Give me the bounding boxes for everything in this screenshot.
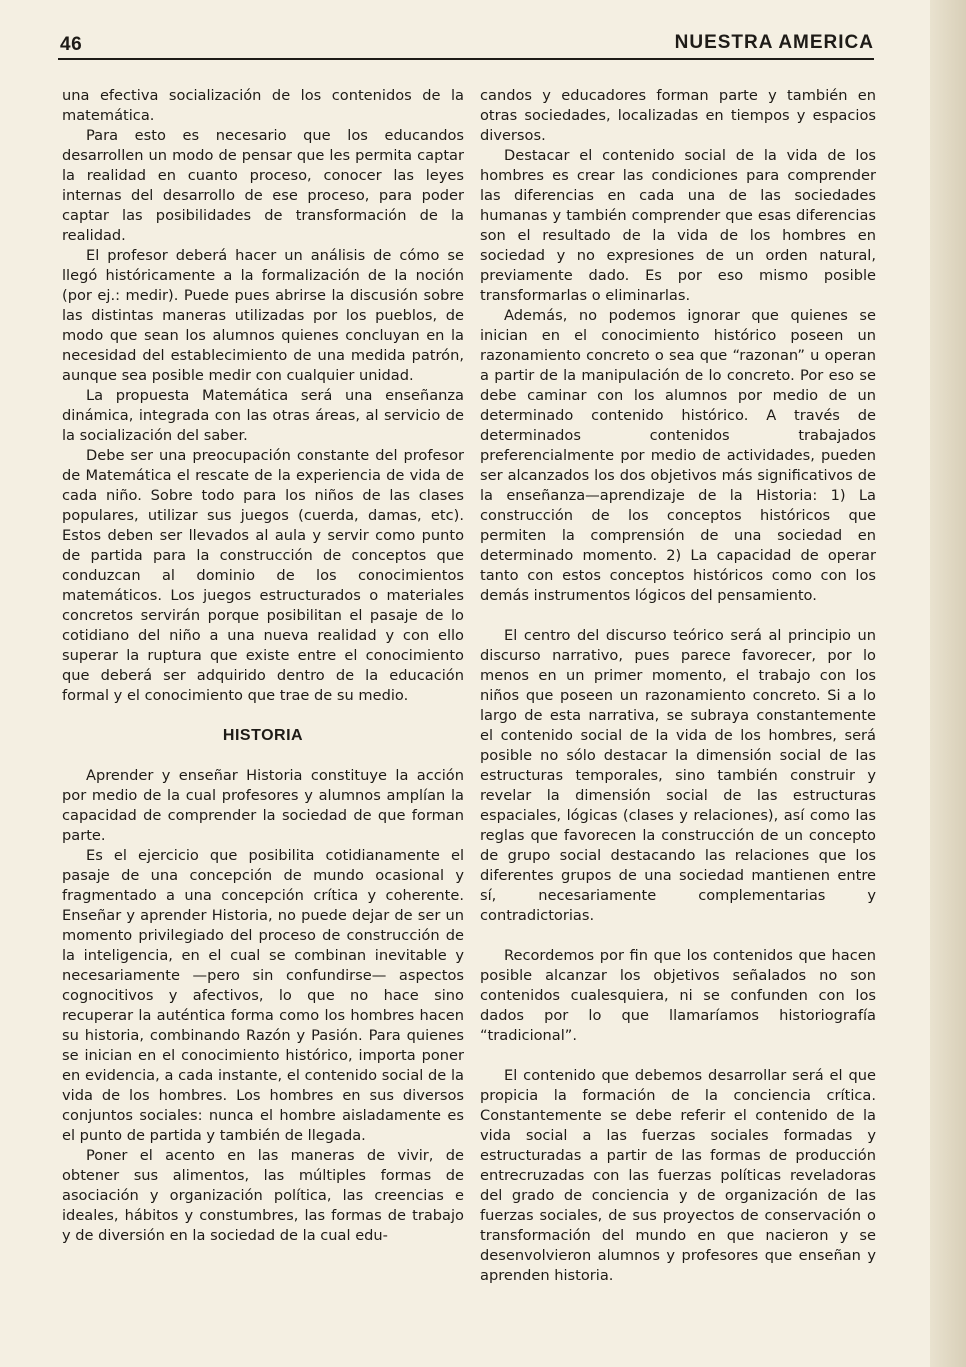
paragraph: candos y educadores forman parte y también en otras sociedades, localizadas en tiempos y espacios diversos. — [480, 87, 876, 144]
left-column — [62, 86, 464, 1246]
paragraph: una efectiva socialización de los contenidos de la matemática. — [62, 87, 464, 124]
paragraph: Recordemos por fin que los contenidos que hacen posible alcanzar los objetivos señalados no son contenidos cualesquiera, ni se confunden con los dados por lo que llamaríamos historiografía “tradicional”. — [480, 947, 876, 1044]
page-number: 46 — [60, 34, 83, 55]
paragraph: Debe ser una preocupación constante del profesor de Matemática el rescate de la experiencia de vida de cada niño. Sobre todo para los niños de las clases populares, utilizar sus juegos (cuerda, damas, etc). Estos deben ser llevados al aula y servir como punto de partida para la construcción de conceptos que conduzcan al dominio de los conocimientos matemáticos. Los juegos estructurados o materiales concretos servirán porque posibilitan el pasaje de lo cotidiano del niño a una nueva realidad y con ello superar la ruptura que existe entre el conocimiento que deberá ser adquirido dentro de la educación formal y el conocimiento que trae de su medio. — [62, 447, 464, 704]
running-title: NUESTRA AMERICA — [674, 32, 874, 53]
paragraph: Poner el acento en las maneras de vivir, de obtener sus alimentos, las múltiples formas de asociación y organización política, las creencias e ideales, hábitos y constumbres, las formas de trabajo y de diversión en la sociedad de la cual edu- — [62, 1147, 464, 1244]
paragraph: Además, no podemos ignorar que quienes se inician en el conocimiento histórico poseen un razonamiento concreto o sea que “razonan” u operan a partir de la manipulación de lo concreto. Por eso se debe caminar con los alumnos por medio de un determinado contenido histórico. A través de determinados contenidos trabajados preferencialmente por medio de actividades, pueden ser alcanzados los dos objetivos más significativos de la enseñanza—aprendizaje de la Historia: 1) La construcción de los conceptos históricos que permiten la comprensión de una sociedad en determinado momento. 2) La capacidad de operar tanto con estos conceptos históricos como con los demás instrumentos lógicos del pensamiento. — [480, 307, 876, 604]
paragraph: Para esto es necesario que los educandos desarrollen un modo de pensar que les permita captar la realidad en cuanto proceso, conocer las leyes internas del desarrollo de ese proceso, para poder captar las posibilidades de transformación de la realidad. — [62, 127, 464, 244]
paragraph: El contenido que debemos desarrollar será el que propicia la formación de la conciencia crítica. Constantemente se debe referir el contenido de la vida social a las fuerzas sociales formadas y estructuradas a partir de las formas de producción entrecruzadas con las fuerzas políticas reveladoras del grado de conciencia y de organización de las fuerzas sociales, de sus proyectos de conservación o transformación del mundo en que nacieron y se desenvolvieron alumnos y profesores que enseñan y aprenden historia. — [480, 1067, 876, 1284]
paragraph: Aprender y enseñar Historia constituye la acción por medio de la cual profesores y alumnos amplían la capacidad de comprender la sociedad de que forman parte. — [62, 767, 464, 844]
section-heading-historia: HISTORIA — [222, 727, 304, 744]
page-edge-shadow — [930, 0, 966, 1367]
right-column — [480, 86, 876, 1286]
paragraph: La propuesta Matemática será una enseñanza dinámica, integrada con las otras áreas, al servicio de la socialización del saber. — [62, 387, 464, 444]
paragraph: Destacar el contenido social de la vida de los hombres es crear las condiciones para comprender las diferencias en cada una de las sociedades humanas y también comprender que esas diferencias son el resultado de la vida de los hombres en sociedad y no expresiones de un orden natural, previamente dado. Es por eso mismo posible transformarlas o eliminarlas. — [480, 147, 876, 304]
paragraph: El profesor deberá hacer un análisis de cómo se llegó históricamente a la formalización de la noción (por ej.: medir). Puede pues abrirse la discusión sobre las distintas maneras utilizadas por los pueblos, de modo que sean los alumnos quienes concluyan en la necesidad del establecimiento de una medida patrón, aunque sea posible medir con cualquier unidad. — [62, 247, 464, 384]
paragraph: Es el ejercicio que posibilita cotidianamente el pasaje de una concepción de mundo ocasional y fragmentado a una concepción crítica y coherente. Enseñar y aprender Historia, no puede dejar de ser un momento privilegiado del proceso de construcción de la inteligencia, en el cual se combinan inevitable y necesariamente —pero sin confundirse— aspectos cognocitivos y afectivos, lo que no hace sino recuperar la auténtica forma como los hombres hacen su historia, combinando Razón y Pasión. Para quienes se inician en el conocimiento histórico, importa poner en evidencia, a cada instante, el contenido social de la vida de los hombres. Los hombres en sus diversos conjuntos sociales: nunca el hombre aisladamente es el punto de partida y también de llegada. — [62, 847, 464, 1144]
page-header — [58, 32, 874, 60]
paragraph: El centro del discurso teórico será al principio un discurso narrativo, pues parece favorecer, por lo menos en un primer momento, el trabajo con los niños que poseen un razonamiento concreto. Si a lo largo de esta narrativa, se subraya constantemente el contenido social de la vida de los hombres, será posible no sólo destacar la dimensión social de las estructuras temporales, sino también construir y revelar la dimensión social de las estructuras espaciales, lógicas (clases y relaciones), así como las reglas que favorecen la construcción de un concepto de grupo social destacando las relaciones que los diferentes grupos de una sociedad mantienen entre sí, necesariamente complementarias y contradictorias. — [480, 627, 876, 924]
